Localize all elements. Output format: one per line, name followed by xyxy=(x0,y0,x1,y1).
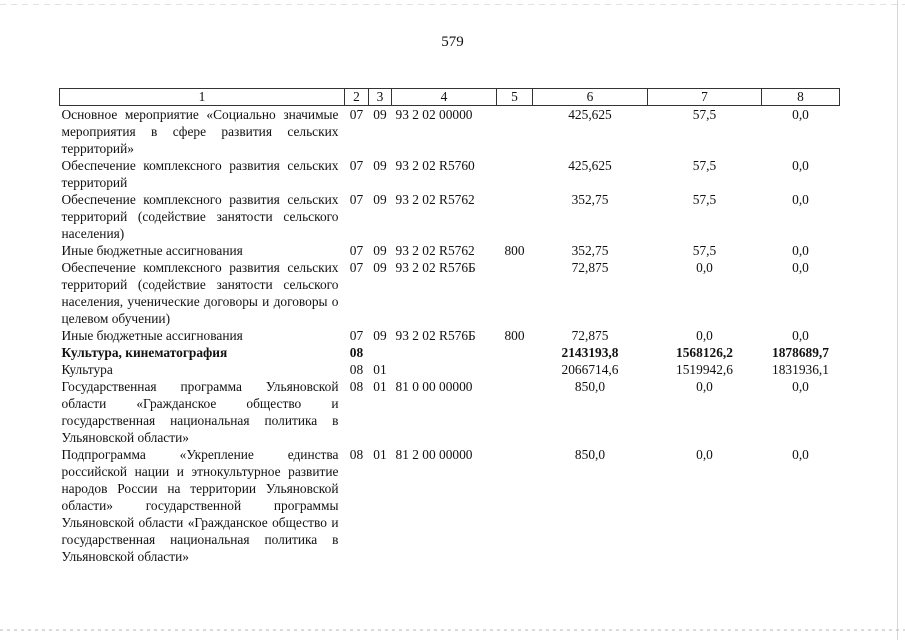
row-section: 08 xyxy=(349,379,364,394)
row-value-col8: 0,0 xyxy=(792,158,809,173)
row-subsection: 09 xyxy=(373,192,387,207)
row-name: Обеспечение комплексного развития сельских территорий xyxy=(61,158,339,190)
table-row xyxy=(60,344,840,361)
table-body xyxy=(60,106,840,566)
row-section: 08 xyxy=(349,447,364,462)
row-target-code: 93 2 02 R576Б xyxy=(395,260,476,275)
scan-edge-top xyxy=(0,4,905,5)
row-name: Обеспечение комплексного развития сельских территорий (содействие занятости сельского населения) xyxy=(61,192,339,241)
table-row xyxy=(60,327,840,344)
row-value-col8: 0,0 xyxy=(792,447,809,462)
row-expense-type xyxy=(497,191,533,242)
row-value-col8: 0,0 xyxy=(792,243,809,258)
row-value-col6: 425,625 xyxy=(568,107,612,122)
row-value-col7: 0,0 xyxy=(696,328,713,343)
row-name: Культура xyxy=(61,362,113,377)
column-header-5: 5 xyxy=(497,89,533,106)
row-subsection: 09 xyxy=(373,243,387,258)
row-value-col7: 57,5 xyxy=(692,243,717,258)
row-value-col7: 57,5 xyxy=(692,158,717,173)
row-target-code: 93 2 02 R5762 xyxy=(395,192,475,207)
row-value-col8: 0,0 xyxy=(792,260,809,275)
row-section: 07 xyxy=(349,158,364,173)
row-subsection: 01 xyxy=(373,447,387,462)
row-name: Культура, кинематография xyxy=(61,345,228,360)
row-section: 07 xyxy=(349,260,364,275)
row-subsection: 09 xyxy=(373,107,387,122)
row-target-code xyxy=(392,344,497,361)
row-expense-type xyxy=(497,157,533,191)
row-target-code xyxy=(392,361,497,378)
column-header-4: 4 xyxy=(392,89,497,106)
row-section: 08 xyxy=(349,345,364,360)
row-value-col6: 72,875 xyxy=(571,328,609,343)
row-expense-type xyxy=(497,378,533,446)
row-section: 07 xyxy=(349,192,364,207)
row-target-code: 93 2 02 R5760 xyxy=(395,158,475,173)
row-value-col7: 1568126,2 xyxy=(676,345,733,360)
row-target-code: 81 0 00 00000 xyxy=(395,379,473,394)
row-value-col6: 850,0 xyxy=(574,447,606,462)
row-subsection: 01 xyxy=(373,379,387,394)
row-name: Иные бюджетные ассигнования xyxy=(61,328,243,343)
table-row xyxy=(60,361,840,378)
row-value-col6: 72,875 xyxy=(571,260,609,275)
row-name: Основное мероприятие «Социально значимые мероприятия в сфере развития сельских территорий» xyxy=(61,107,339,156)
table-row xyxy=(60,106,840,158)
scan-edge-right xyxy=(897,0,898,640)
row-value-col8: 0,0 xyxy=(792,328,809,343)
column-header-7: 7 xyxy=(648,89,762,106)
row-value-col6: 352,75 xyxy=(571,192,609,207)
row-section: 07 xyxy=(349,107,364,122)
row-section: 07 xyxy=(349,243,364,258)
table-row xyxy=(60,242,840,259)
table-row xyxy=(60,378,840,446)
row-value-col7: 0,0 xyxy=(696,379,713,394)
scan-edge-bottom xyxy=(0,629,905,631)
row-subsection xyxy=(369,344,392,361)
row-target-code: 93 2 02 R5762 xyxy=(395,243,475,258)
row-expense-type xyxy=(497,446,533,565)
column-header-6: 6 xyxy=(533,89,648,106)
row-target-code: 93 2 02 R576Б xyxy=(395,328,476,343)
row-value-col7: 0,0 xyxy=(696,260,713,275)
row-value-col6: 2143193,8 xyxy=(561,345,619,360)
row-value-col6: 425,625 xyxy=(568,158,612,173)
row-section: 08 xyxy=(349,362,364,377)
row-value-col8: 0,0 xyxy=(792,107,809,122)
table-row xyxy=(60,191,840,242)
row-value-col7: 1519942,6 xyxy=(676,362,733,377)
row-value-col6: 850,0 xyxy=(574,379,606,394)
row-value-col8: 1831936,1 xyxy=(772,362,829,377)
table-row xyxy=(60,259,840,327)
row-target-code: 81 2 00 00000 xyxy=(395,447,473,462)
table-header-row xyxy=(60,89,840,106)
table-row xyxy=(60,157,840,191)
column-header-3: 3 xyxy=(369,89,392,106)
page-number: 579 xyxy=(441,34,464,50)
row-subsection: 01 xyxy=(373,362,387,377)
row-subsection: 09 xyxy=(373,260,387,275)
row-expense-type xyxy=(497,259,533,327)
row-name: Подпрограмма «Укрепление единства российской нации и этнокультурное развитие народов России на территории Ульяновской области» государственной программы Ульяновской области «Гражданское общество и государственная национальная политика в Ульяновской области» xyxy=(61,447,339,564)
row-expense-type: 800 xyxy=(504,328,525,343)
row-value-col7: 57,5 xyxy=(692,192,717,207)
row-value-col6: 2066714,6 xyxy=(561,362,619,377)
row-expense-type xyxy=(497,106,533,158)
row-name: Обеспечение комплексного развития сельских территорий (содействие занятости сельского населения, ученические договоры и договоры о целевом обучении) xyxy=(61,260,339,326)
row-value-col8: 0,0 xyxy=(792,192,809,207)
table-row xyxy=(60,446,840,565)
column-header-2: 2 xyxy=(345,89,369,106)
row-value-col7: 57,5 xyxy=(692,107,717,122)
row-section: 07 xyxy=(349,328,364,343)
row-expense-type: 800 xyxy=(504,243,525,258)
row-value-col8: 0,0 xyxy=(792,379,809,394)
row-expense-type xyxy=(497,361,533,378)
column-header-1: 1 xyxy=(60,89,345,106)
row-target-code: 93 2 02 00000 xyxy=(395,107,473,122)
row-value-col7: 0,0 xyxy=(696,447,713,462)
row-subsection: 09 xyxy=(373,328,387,343)
budget-table xyxy=(59,88,840,565)
column-header-8: 8 xyxy=(762,89,840,106)
row-name: Государственная программа Ульяновской области «Гражданское общество и государственная национальная политика в Ульяновской области» xyxy=(61,379,339,445)
row-value-col8: 1878689,7 xyxy=(772,345,829,360)
row-expense-type xyxy=(497,344,533,361)
row-subsection: 09 xyxy=(373,158,387,173)
row-name: Иные бюджетные ассигнования xyxy=(61,243,243,258)
row-value-col6: 352,75 xyxy=(571,243,609,258)
